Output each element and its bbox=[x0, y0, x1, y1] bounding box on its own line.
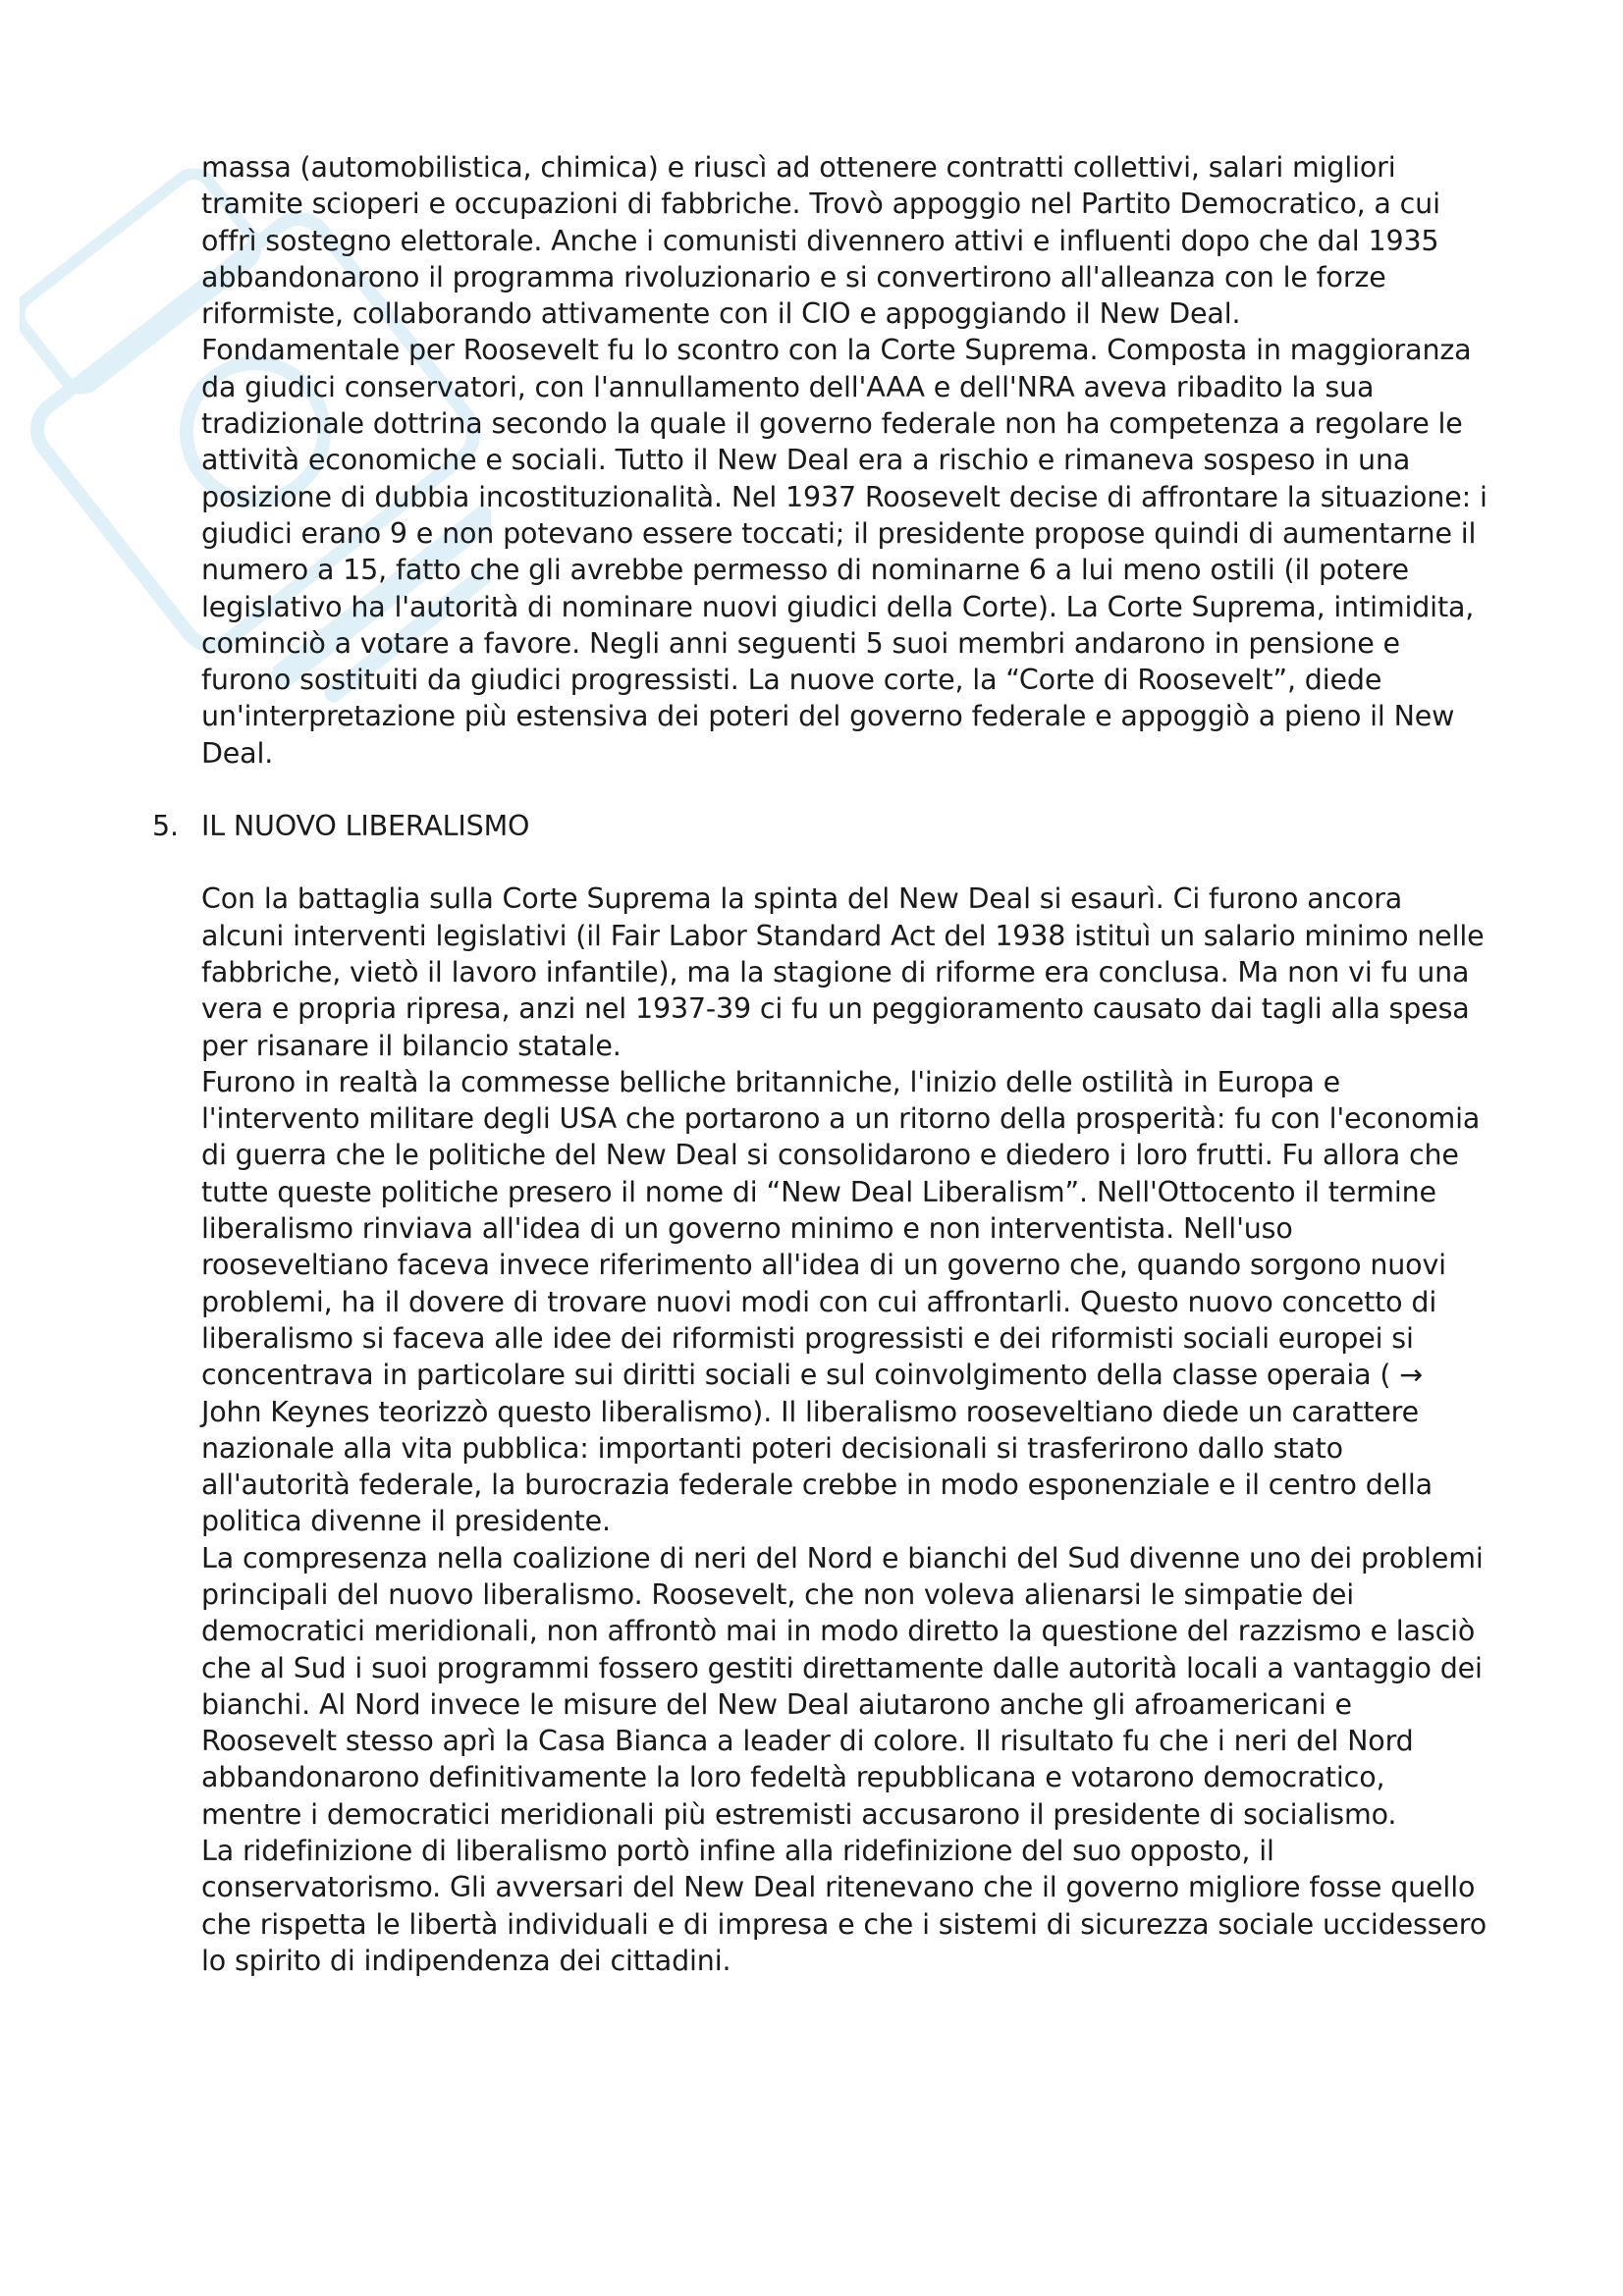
intro-paragraph-1: massa (automobilistica, chimica) e riuscì ad ottenere contratti collettivi, salari migliori tramite scioperi e occupazioni di fabbriche. Trovò appoggio nel Partito Democratico, a cui offrì sostegno elettorale. Anche i comunisti divennero attivi e influenti dopo che dal 1935 abbandonarono il programma rivoluzionario e si convertirono all'alleanza con le forze riformiste, collaborando attivamente con il CIO e appoggiando il New Deal. bbox=[201, 151, 1440, 331]
section-paragraph-4: La ridefinizione di liberalismo portò infine alla ridefinizione del suo opposto, il conservatorismo. Gli avversari del New Deal ritenevano che il governo migliore fosse quello che rispetta le libertà individuali e di impresa e che i sistemi di sicurezza sociale uccidessero lo spirito di indipendenza dei cittadini. bbox=[201, 1835, 1488, 1977]
section-paragraph-3: La compresenza nella coalizione di neri del Nord e bianchi del Sud divenne uno dei problemi principali del nuovo liberalismo. Roosevelt, che non voleva alienarsi le simpatie dei democratici meridionali, non affrontò mai in modo diretto la questione del razzismo e lasciò che al Sud i suoi programmi fossero gestiti direttamente dalle autorità locali a vantaggio dei bianchi. Al Nord invece le misure del New Deal aiutarono anche gli afroamericani e Roosevelt stesso aprì la Casa Bianca a leader di colore. Il risultato fu che i neri del Nord abbandonarono definitivamente la loro fedeltà repubblicana e votarono democratico, mentre i democratici meridionali più estremisti accusarono il presidente di socialismo. bbox=[201, 1541, 1484, 1831]
intro-paragraph-2: Fondamentale per Roosevelt fu lo scontro con la Corte Suprema. Composta in maggioranza da giudici conservatori, con l'annullamento dell'AAA e dell'NRA aveva ribadito la sua tradizionale dottrina secondo la quale il governo federale non ha competenza a regolare le attività economiche e sociali. Tutto il New Deal era a rischio e rimaneva sospeso in una posizione di dubbia incostituzionalità. Nel 1937 Roosevelt decise di affrontare la situazione: i giudici erano 9 e non potevano essere toccati; il presidente propose quindi di aumentarne il numero a 15, fatto che gli avrebbe permesso di nominarne 6 a lui meno ostili (il potere legislativo ha l'autorità di nominare nuovi giudici della Corte). La Corte Suprema, intimidita, cominciò a votare a favore. Negli anni seguenti 5 suoi membri andarono in pensione e furono sostituiti da giudici progressisti. La nuove corte, la “Corte di Roosevelt”, diede un'interpretazione più estensiva dei poteri del governo federale e appoggiò a pieno il New Deal. bbox=[201, 334, 1488, 770]
section-paragraph-2: Furono in realtà la commesse belliche britanniche, l'inizio delle ostilità in Europa e l'intervento militare degli USA che portarono a un ritorno della prosperità: fu con l'economia di guerra che le politiche del New Deal si consolidarono e diedero i loro frutti. Fu allora che tutte queste politiche presero il nome di “New Deal Liberalism”. Nell'Ottocento il termine liberalismo rinviava all'idea di un governo minimo e non interventista. Nell'uso rooseveltiano faceva invece riferimento all'idea di un governo che, quando sorgono nuovi problemi, ha il dovere di trovare nuovi modi con cui affrontarli. Questo nuovo concetto di liberalismo si faceva alle idee dei riformisti progressisti e dei riformisti sociali europei si concentrava in particolare sui diritti sociali e sul coinvolgimento della classe operaia ( → John Keynes teorizzò questo liberalismo). Il liberalismo rooseveltiano diede un carattere nazionale alla vita pubblica: importanti poteri decisionali si trasferirono dallo stato all'autorità federale, la burocrazia federale crebbe in modo esponenziale e il centro della politica divenne il presidente. bbox=[201, 1065, 1481, 1538]
section-paragraph-1: Con la battaglia sulla Corte Suprema la spinta del New Deal si esaurì. Ci furono ancora alcuni interventi legislativi (il Fair Labor Standard Act del 1938 istituì un salario minimo nelle fabbriche, vietò il lavoro infantile), ma la stagione di riforme era conclusa. Ma non vi fu una vera e propria ripresa, anzi nel 1937-39 ci fu un peggioramento causato dai tagli alla spesa per risanare il bilancio statale. bbox=[201, 882, 1485, 1062]
section-title: IL NUOVO LIBERALISMO bbox=[201, 810, 530, 843]
section-body bbox=[201, 881, 1488, 1979]
section-number: 5. bbox=[152, 810, 179, 843]
document-page bbox=[152, 149, 1488, 1979]
section-heading bbox=[152, 808, 1488, 844]
